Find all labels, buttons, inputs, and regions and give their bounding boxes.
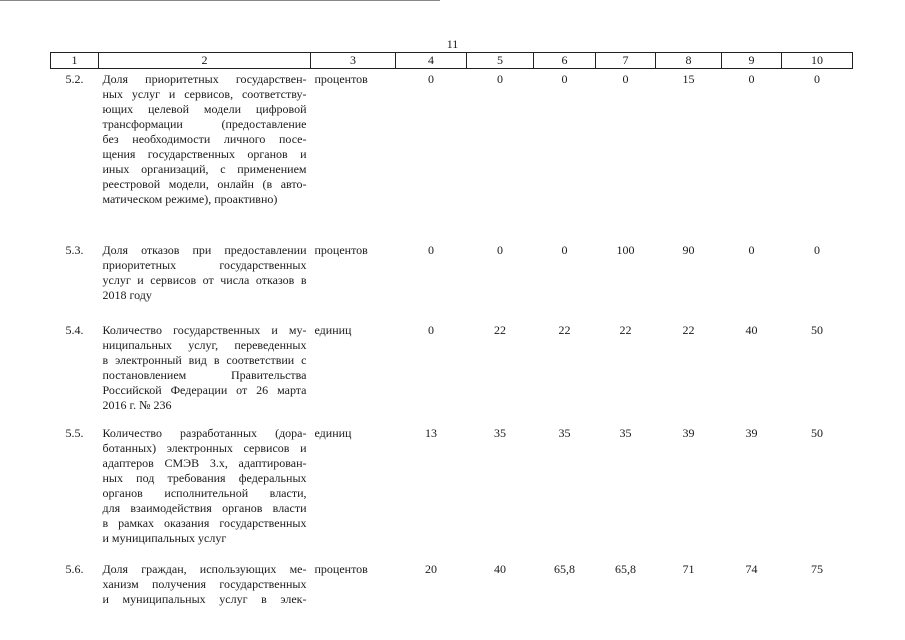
- name-line: матическом режиме), проактивно): [102, 192, 278, 206]
- row-value: 35: [619, 425, 632, 440]
- row-value: 40: [494, 561, 506, 576]
- row-number: 5.6.: [65, 561, 84, 576]
- column-header: 4: [396, 53, 467, 69]
- row-value: 0: [814, 242, 820, 257]
- name-line: Доля граждан, использующих ме-: [102, 561, 307, 576]
- page-number: 11: [446, 37, 459, 51]
- name-line: и муниципальных услуг: [102, 530, 227, 545]
- name-line: Российской Федерации от 26 марта: [102, 382, 307, 397]
- row-value: 65,8: [615, 561, 636, 576]
- name-line: органов исполнительной власти,: [102, 485, 307, 500]
- row-value: 39: [745, 425, 758, 440]
- column-header: 8: [656, 53, 722, 69]
- name-line: для взаимодействия органов власти: [102, 500, 307, 515]
- row-value: 22: [682, 322, 695, 337]
- row-value: 13: [425, 425, 437, 440]
- table-row: [51, 240, 853, 320]
- indicators-table: [50, 52, 853, 619]
- name-line: ниципальных услуг, переведенных: [102, 337, 307, 352]
- row-number: 5.4.: [65, 322, 84, 337]
- column-header: 5: [467, 53, 534, 69]
- row-value: 0: [428, 72, 434, 86]
- row-value: 20: [425, 561, 437, 576]
- row-value: 0: [814, 72, 820, 86]
- name-line: приоритетных государственных: [102, 257, 307, 272]
- column-header: 3: [311, 53, 396, 69]
- row-value: 22: [619, 322, 632, 337]
- row-value: 0: [428, 242, 434, 257]
- name-line: ющих целевой модели цифровой: [102, 102, 307, 116]
- row-number: 5.2.: [65, 72, 84, 86]
- row-value: 74: [745, 561, 758, 576]
- name-line: услуг и сервисов от числа отказов в: [102, 272, 307, 287]
- column-number-header: [51, 53, 853, 69]
- name-line: Доля отказов при предоставлении: [102, 242, 307, 257]
- row-indicator-name: [99, 240, 311, 320]
- name-line: 2018 году: [102, 287, 152, 302]
- row-value: 15: [682, 72, 695, 86]
- name-line: ных под требования федеральных: [102, 470, 307, 485]
- table-row: [51, 320, 853, 423]
- column-header: 7: [596, 53, 656, 69]
- row-value: 50: [811, 322, 823, 337]
- column-header: 6: [534, 53, 596, 69]
- row-value: 0: [497, 242, 503, 257]
- row-number: 5.5.: [65, 425, 84, 440]
- row-indicator-name: [99, 69, 311, 240]
- name-line: ных услуг и сервисов, соответству-: [102, 87, 307, 101]
- row-unit: единиц: [314, 425, 352, 440]
- name-line: щения государственных органов и: [102, 147, 307, 161]
- name-line: ханизм получения государственных: [102, 576, 307, 591]
- scan-edge-line: [0, 0, 440, 1]
- row-unit: процентов: [314, 561, 368, 576]
- row-number: 5.3.: [65, 242, 84, 257]
- row-indicator-name: [99, 559, 311, 619]
- row-indicator-name: [99, 423, 311, 559]
- row-unit: процентов: [314, 242, 368, 257]
- name-line: в электронный вид в соответствии с: [102, 352, 307, 367]
- name-line: иных организаций, с применением: [102, 162, 307, 176]
- row-value: 90: [682, 242, 695, 257]
- name-line: адаптеров СМЭВ 3.х, адаптирован-: [102, 455, 307, 470]
- row-unit: процентов: [314, 72, 368, 86]
- row-value: 35: [558, 425, 571, 440]
- row-value: 35: [494, 425, 506, 440]
- row-value: 22: [494, 322, 506, 337]
- row-value: 71: [682, 561, 695, 576]
- name-line: в рамках оказания государственных: [102, 515, 307, 530]
- column-header: 1: [51, 53, 99, 69]
- column-header: 2: [99, 53, 311, 69]
- table-row: [51, 423, 853, 559]
- column-header: 9: [722, 53, 782, 69]
- name-line: и муниципальных услуг в элек-: [102, 591, 307, 606]
- row-value: 22: [558, 322, 571, 337]
- row-value: 100: [616, 242, 635, 257]
- row-value: 0: [622, 72, 629, 86]
- name-line: постановлением Правительства: [102, 367, 307, 382]
- name-line: без необходимости личного посе-: [102, 132, 307, 146]
- table-row: [51, 69, 853, 240]
- name-line: реестровой модели, онлайн (в авто-: [102, 177, 307, 191]
- row-value: 0: [748, 242, 755, 257]
- name-line: Доля приоритетных государствен-: [102, 72, 307, 86]
- row-indicator-name: [99, 320, 311, 423]
- row-unit: единиц: [314, 322, 352, 337]
- row-value: 0: [748, 72, 755, 86]
- name-line: трансформации (предоставление: [102, 117, 307, 131]
- column-header: 10: [782, 53, 853, 69]
- row-value: 0: [428, 322, 434, 337]
- name-line: ботанных) электронных сервисов и: [102, 440, 307, 455]
- row-value: 75: [811, 561, 823, 576]
- table-row: [51, 559, 853, 619]
- row-value: 0: [497, 72, 503, 86]
- name-line: 2016 г. № 236: [102, 397, 172, 412]
- row-value: 0: [561, 72, 568, 86]
- row-value: 65,8: [554, 561, 575, 576]
- row-value: 50: [811, 425, 823, 440]
- row-value: 0: [561, 242, 568, 257]
- name-line: Количество разработанных (дора-: [102, 425, 307, 440]
- name-line: Количество государственных и му-: [102, 322, 307, 337]
- row-value: 40: [745, 322, 758, 337]
- row-value: 39: [682, 425, 695, 440]
